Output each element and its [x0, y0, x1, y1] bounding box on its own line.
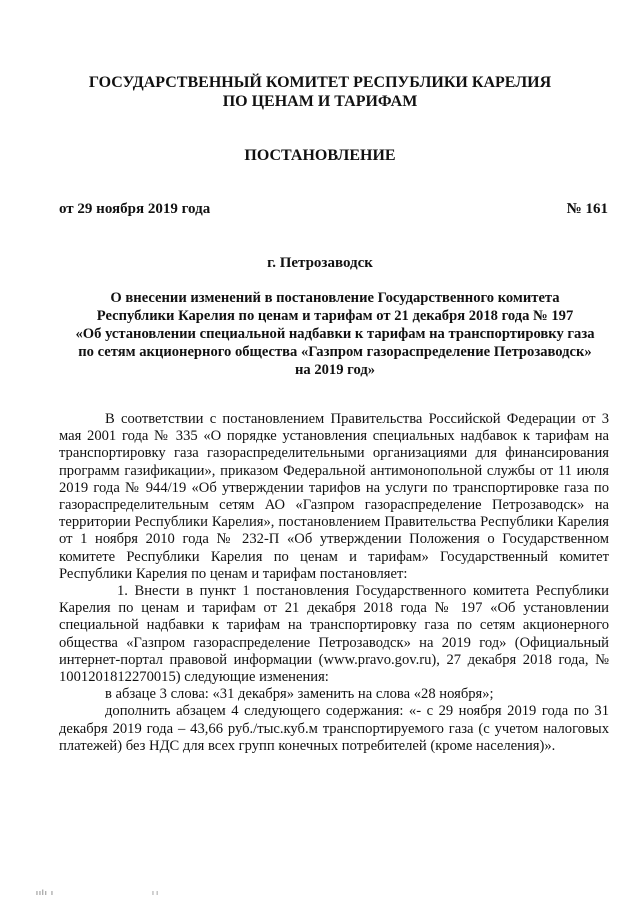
issuer-line-1: ГОСУДАРСТВЕННЫЙ КОМИТЕТ РЕСПУБЛИКИ КАРЕЛИЯ	[88, 74, 552, 91]
subject-line-5: на 2019 год»	[294, 362, 375, 378]
issuer-line-2: ПО ЦЕНАМ И ТАРИФАМ	[222, 93, 418, 110]
document-subject	[60, 289, 610, 379]
scan-artifact-mark: ıılı ı	[36, 889, 54, 897]
subject-line-1: О внесении изменений в постановление Государственного комитета	[110, 290, 560, 306]
subject-line-2: Республики Карелия по ценам и тарифам от 21 декабря 2018 года № 197	[96, 308, 574, 324]
document-date: от 29 ноября 2019 года	[59, 201, 211, 217]
subject-line-4: по сетям акционерного общества «Газпром газораспределение Петрозаводск»	[78, 344, 592, 360]
document-body	[59, 411, 609, 755]
subject-line-3: «Об установлении специальной надбавки к тарифам на транспортировку газа	[75, 326, 595, 342]
document-city: г. Петрозаводск	[267, 255, 373, 271]
document-number: № 161	[566, 201, 608, 217]
preamble-paragraph: В соответствии с постановлением Правительства Российской Федерации от 3 мая 2001 года № 335 «О порядке установления специальных надбавок к тарифам на транспортировку газа газораспределительными организациями для финансирования программ газификации», приказом Федеральной антимонопольной службы от 11 июля 2019 года № 944/19 «Об утверждении тарифов на услуги по транспортировке газа по газораспределительным сетям АО «Газпром газораспределение Петрозаводск» на территории Республики Карелия», постановлением Правительства Республики Карелия от 1 ноября 2010 года № 232-П «Об утверждении Положения о Государственном комитете Республики Карелия по ценам и тарифам» Государственный комитет Республики Карелия по ценам и тарифам постановляет:	[59, 411, 609, 582]
change-1-paragraph: в абзаце 3 слова: «31 декабря» заменить на слова «28 ноября»;	[105, 686, 494, 703]
scan-artifact-mark-2: ı ı	[152, 889, 159, 897]
change-2-paragraph: дополнить абзацем 4 следующего содержания: «- с 29 ноября 2019 года по 31 декабря 2019 года – 43,66 руб./тыс.куб.м транспортируемого газа (с учетом налоговых платежей) без НДС для всех групп конечных потребителей (кроме населения)».	[59, 703, 609, 754]
item-1-paragraph: 1. Внести в пункт 1 постановления Государственного комитета Республики Карелия по ценам и тарифам от 21 декабря 2018 года № 197 «Об установлении специальной надбавки к тарифам на транспортировку газа по сетям акционерного общества «Газпром газораспределение Петрозаводск» на 2019 год» (Официальный интернет-портал правовой информации (www.pravo.gov.ru), 27 декабря 2018 года, № 1001201812270015) следующие изменения:	[59, 583, 609, 686]
issuer-header	[0, 73, 640, 111]
document-type-title: ПОСТАНОВЛЕНИЕ	[244, 147, 396, 164]
